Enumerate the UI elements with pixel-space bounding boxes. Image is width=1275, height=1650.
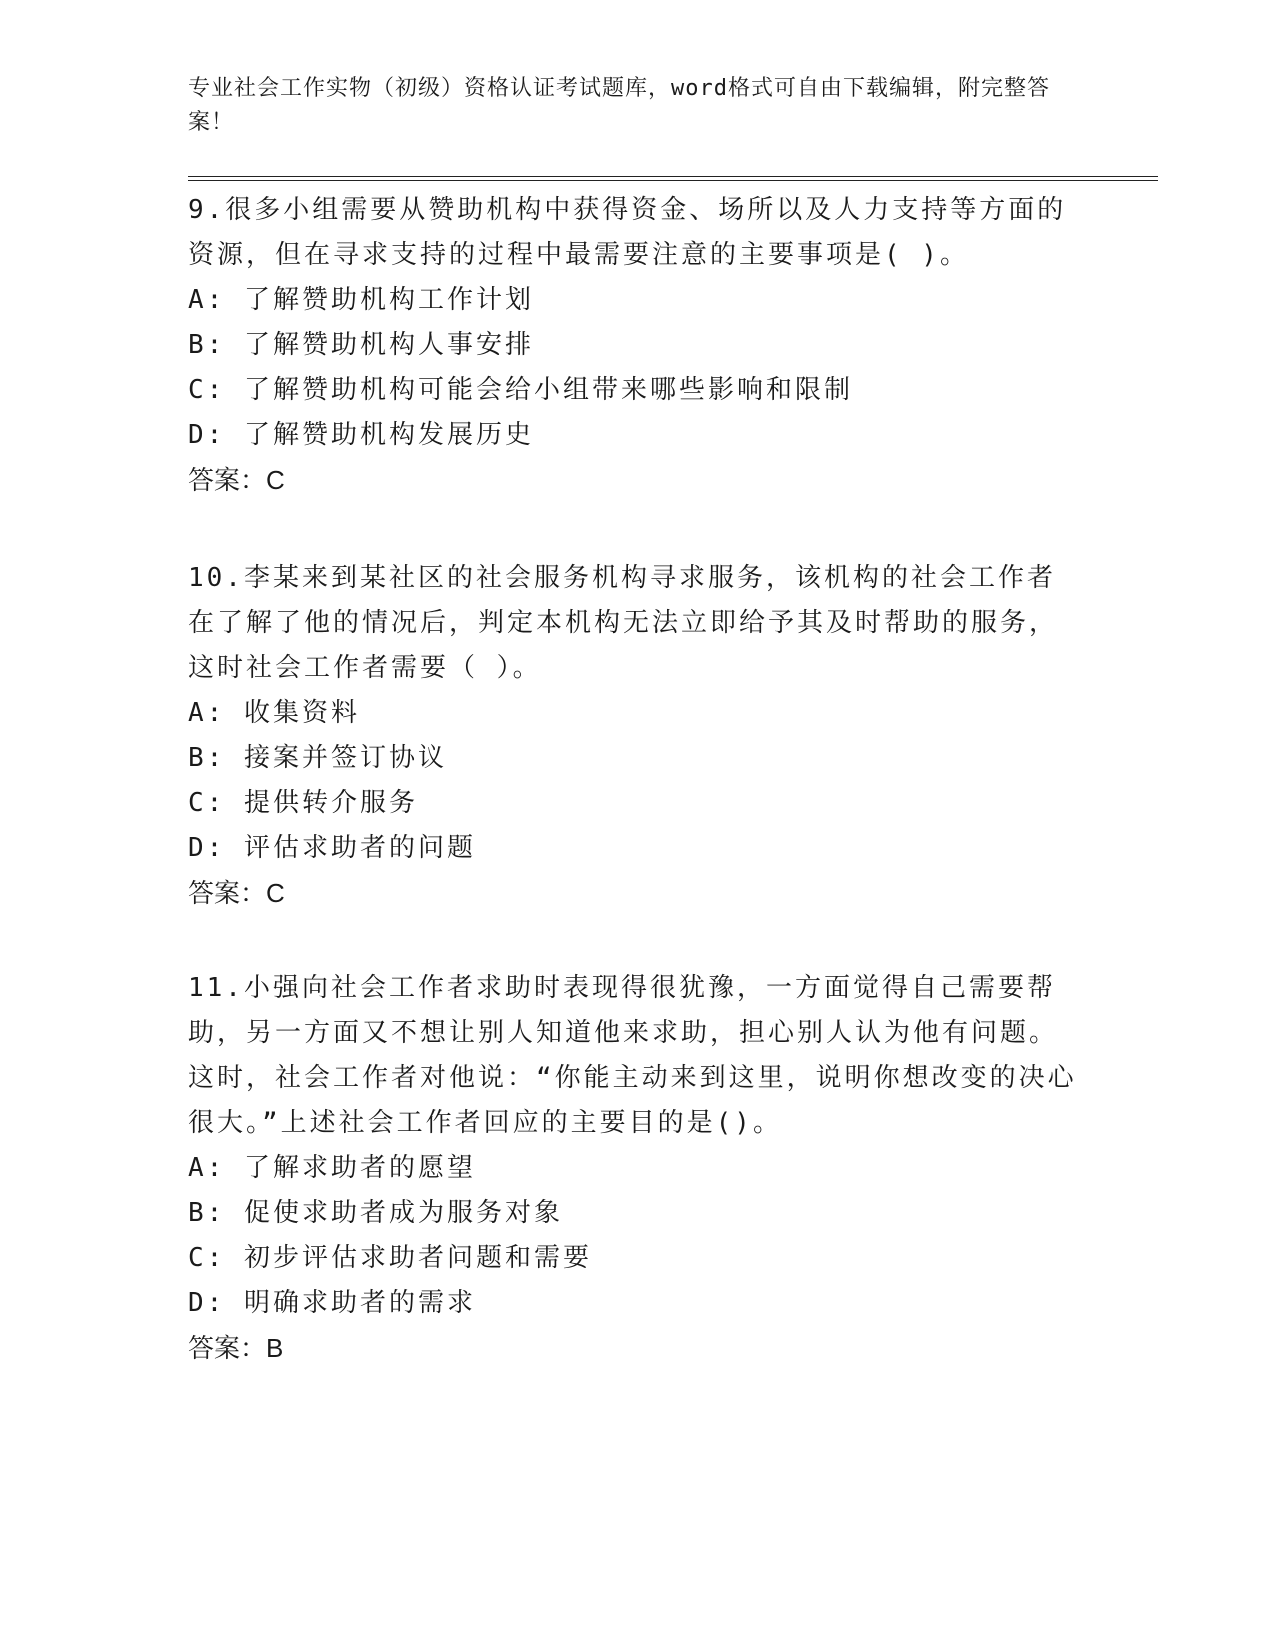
option-a: A: 了解赞助机构工作计划 [188, 285, 534, 315]
option-b: B: 促使求助者成为服务对象 [188, 1198, 563, 1228]
question-10 [188, 556, 1078, 916]
header-divider [188, 176, 1158, 181]
option-a: A: 收集资料 [188, 698, 360, 728]
option-d: D: 明确求助者的需求 [188, 1288, 476, 1318]
question-9 [188, 188, 1078, 503]
question-stem: 9.很多小组需要从赞助机构中获得资金、场所以及人力支持等方面的资源，但在寻求支持的过程中最需要注意的主要事项是( )。 [188, 195, 1067, 270]
option-c: C: 提供转介服务 [188, 788, 418, 818]
option-c: C: 了解赞助机构可能会给小组带来哪些影响和限制 [188, 375, 853, 405]
answer: 答案：C [188, 465, 285, 495]
option-b: B: 接案并签订协议 [188, 743, 447, 773]
document-header: 专业社会工作实物（初级）资格认证考试题库，word格式可自由下载编辑，附完整答案！ [188, 76, 1050, 135]
option-c: C: 初步评估求助者问题和需要 [188, 1243, 592, 1273]
question-stem: 11.小强向社会工作者求助时表现得很犹豫，一方面觉得自己需要帮助，另一方面又不想让别人知道他来求助，担心别人认为他有问题。这时，社会工作者对他说：“你能主动来到这里，说明你想改变的决心很大。”上述社会工作者回应的主要目的是()。 [188, 973, 1077, 1138]
question-11 [188, 966, 1078, 1371]
option-d: D: 评估求助者的问题 [188, 833, 476, 863]
option-a: A: 了解求助者的愿望 [188, 1153, 476, 1183]
answer: 答案：C [188, 878, 285, 908]
option-d: D: 了解赞助机构发展历史 [188, 420, 534, 450]
option-b: B: 了解赞助机构人事安排 [188, 330, 534, 360]
question-stem: 10.李某来到某社区的社会服务机构寻求服务，该机构的社会工作者在了解了他的情况后，判定本机构无法立即给予其及时帮助的服务，这时社会工作者需要（ ）。 [188, 563, 1059, 683]
answer: 答案：B [188, 1333, 284, 1363]
